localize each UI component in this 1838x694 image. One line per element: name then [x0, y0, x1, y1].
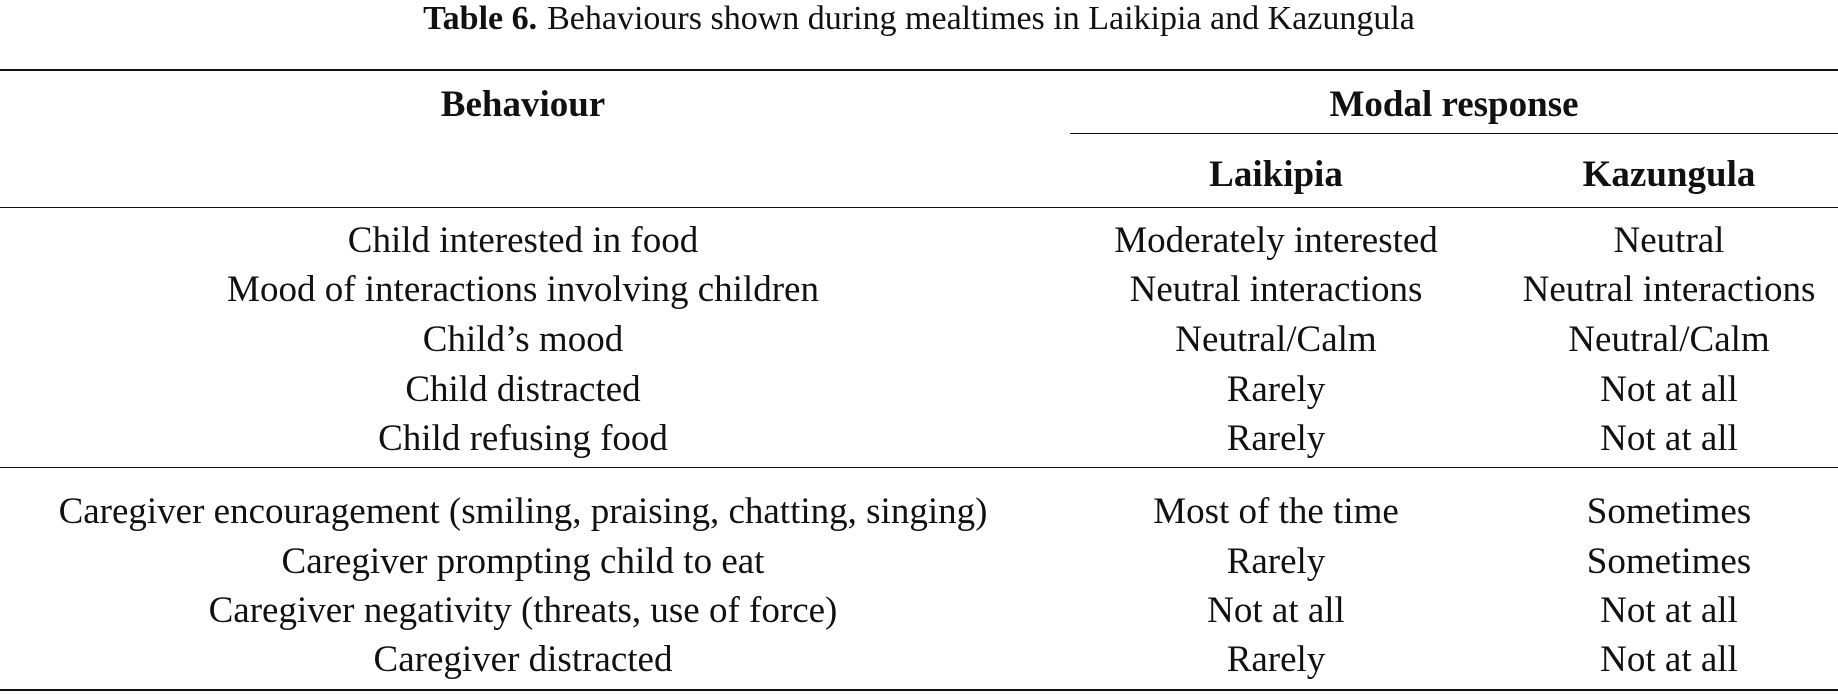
- table-row-kazungula: Not at all: [1600, 369, 1738, 410]
- table-row-laikipia: Most of the time: [1153, 491, 1399, 532]
- table-row-laikipia: Neutral interactions: [1129, 269, 1423, 310]
- table-row-kazungula: Neutral: [1613, 220, 1725, 261]
- header-behaviour: Behaviour: [440, 84, 606, 125]
- table-row-kazungula: Sometimes: [1586, 491, 1752, 532]
- table-row-laikipia: Rarely: [1226, 541, 1326, 582]
- table-row-laikipia: Moderately interested: [1114, 220, 1438, 261]
- table-row-behaviour: Mood of interactions involving children: [227, 269, 819, 310]
- header-laikipia: Laikipia: [1209, 154, 1343, 195]
- header-rule: [0, 207, 1838, 208]
- table-row-kazungula: Sometimes: [1586, 541, 1752, 582]
- table-row-behaviour: Caregiver distracted: [373, 639, 673, 680]
- table-row-laikipia: Neutral/Calm: [1175, 319, 1377, 360]
- table-row-behaviour: Caregiver encouragement (smiling, praising, chatting, singing): [58, 491, 988, 532]
- table-row-laikipia: Rarely: [1226, 369, 1326, 410]
- table-caption: [0, 0, 1838, 38]
- table-row-behaviour: Child refusing food: [378, 418, 668, 459]
- table-row-kazungula: Neutral interactions: [1522, 269, 1816, 310]
- table-row-kazungula: Not at all: [1600, 639, 1738, 680]
- header-kazungula: Kazungula: [1582, 154, 1756, 195]
- table-row-behaviour: Child’s mood: [422, 319, 624, 360]
- group-rule: [1070, 133, 1838, 134]
- table-title: Behaviours shown during mealtimes in Laikipia and Kazungula: [547, 0, 1415, 37]
- table-row-laikipia: Not at all: [1207, 590, 1345, 631]
- bottom-rule: [0, 689, 1838, 691]
- table-number: Table 6.: [423, 0, 538, 37]
- table-row-behaviour: Child distracted: [405, 369, 641, 410]
- table-row-kazungula: Neutral/Calm: [1568, 319, 1770, 360]
- table-row-kazungula: Not at all: [1600, 590, 1738, 631]
- table-row-behaviour: Caregiver prompting child to eat: [281, 541, 765, 582]
- table-row-behaviour: Child interested in food: [347, 220, 699, 261]
- table-row-kazungula: Not at all: [1600, 418, 1738, 459]
- table-row-laikipia: Rarely: [1226, 639, 1326, 680]
- section-rule: [0, 467, 1838, 468]
- top-rule: [0, 69, 1838, 71]
- header-modal-response: Modal response: [1329, 84, 1579, 125]
- table-row-laikipia: Rarely: [1226, 418, 1326, 459]
- table-row-behaviour: Caregiver negativity (threats, use of force): [208, 590, 838, 631]
